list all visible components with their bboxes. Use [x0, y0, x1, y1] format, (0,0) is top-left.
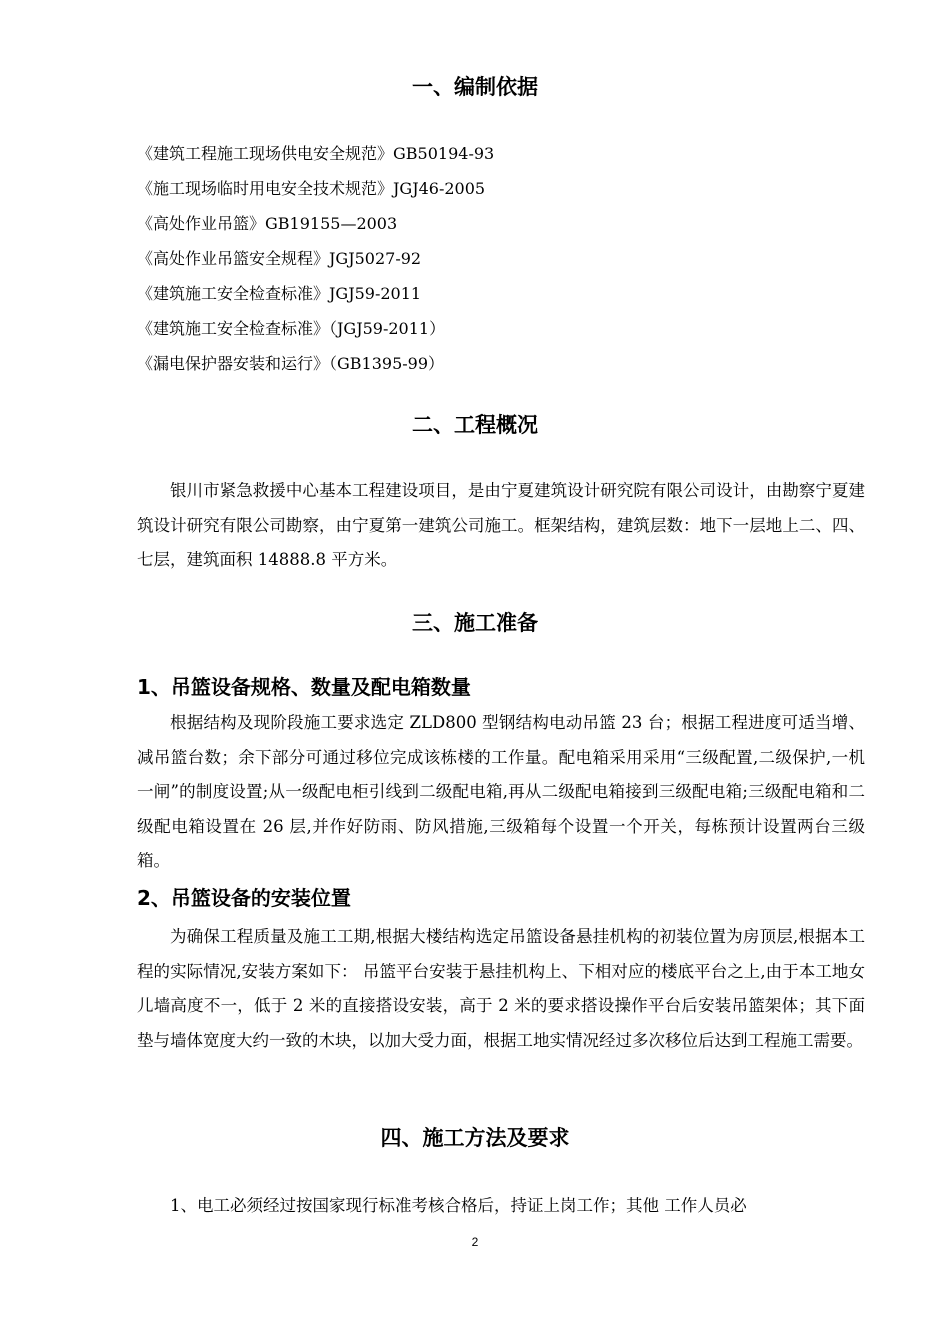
subsection-title-installation: 2、吊篮设备的安装位置 [137, 886, 351, 910]
page-number: 2 [471, 1235, 479, 1249]
reference-item: 《建筑工程施工现场供电安全规范》GB50194-93 [137, 144, 495, 163]
reference-item: 《高处作业吊篮》GB19155—2003 [137, 214, 398, 233]
section-title-preparation: 三、施工准备 [412, 611, 538, 635]
installation-paragraph: 为确保工程质量及施工工期,根据大楼结构选定吊篮设备悬挂机构的初装位置为房顶层,根据本工程的实际情况,安装方案如下： 吊篮平台安装于悬挂机构上、下相对应的楼底平台之上,由于本工地女儿墙高度不一，低于 2 米的直接搭设安装，高于 2 米的要求搭设操作平台后安装吊篮架体；其下面垫与墙体宽度大约一致的木块，以加大受力面，根据工地实情况经过多次移位后达到工程施工需要。 [137, 927, 865, 1050]
reference-item: 《施工现场临时用电安全技术规范》JGJ46-2005 [137, 179, 486, 198]
equipment-paragraph: 根据结构及现阶段施工要求选定 ZLD800 型钢结构电动吊篮 23 台；根据工程进度可适当增、减吊篮台数；余下部分可通过移位完成该栋楼的工作量。配电箱采用采用“三级配置,二级保护,一机一闸”的制度设置;从一级配电柜引线到二级配电箱,再从二级配电箱接到三级配电箱;三级配电箱和二级配电箱设置在 26 层,并作好防雨、防风措施,三级箱每个设置一个开关，每栋预计设置两台三级箱。 [137, 713, 865, 870]
subsection-title-equipment: 1、吊篮设备规格、数量及配电箱数量 [137, 675, 471, 699]
reference-item: 《漏电保护器安装和运行》（GB1395-99） [137, 354, 445, 373]
section-title-overview: 二、工程概况 [412, 413, 538, 437]
section-title-basis: 一、编制依据 [412, 75, 538, 99]
reference-item: 《建筑施工安全检查标准》JGJ59-2011 [137, 284, 422, 303]
reference-item: 《建筑施工安全检查标准》（JGJ59-2011） [137, 319, 446, 338]
overview-paragraph: 银川市紧急救援中心基本工程建设项目，是由宁夏建筑设计研究院有限公司设计，由勘察宁夏建筑设计研究有限公司勘察，由宁夏第一建筑公司施工。框架结构，建筑层数：地下一层地上二、四、七层，建筑面积 14888.8 平方米。 [137, 481, 865, 569]
reference-item: 《高处作业吊篮安全规程》JGJ5027-92 [137, 249, 422, 268]
section-title-method: 四、施工方法及要求 [380, 1126, 570, 1150]
method-paragraph: 1、电工必须经过按国家现行标准考核合格后，持证上岗工作；其他 工作人员必 [170, 1196, 747, 1215]
